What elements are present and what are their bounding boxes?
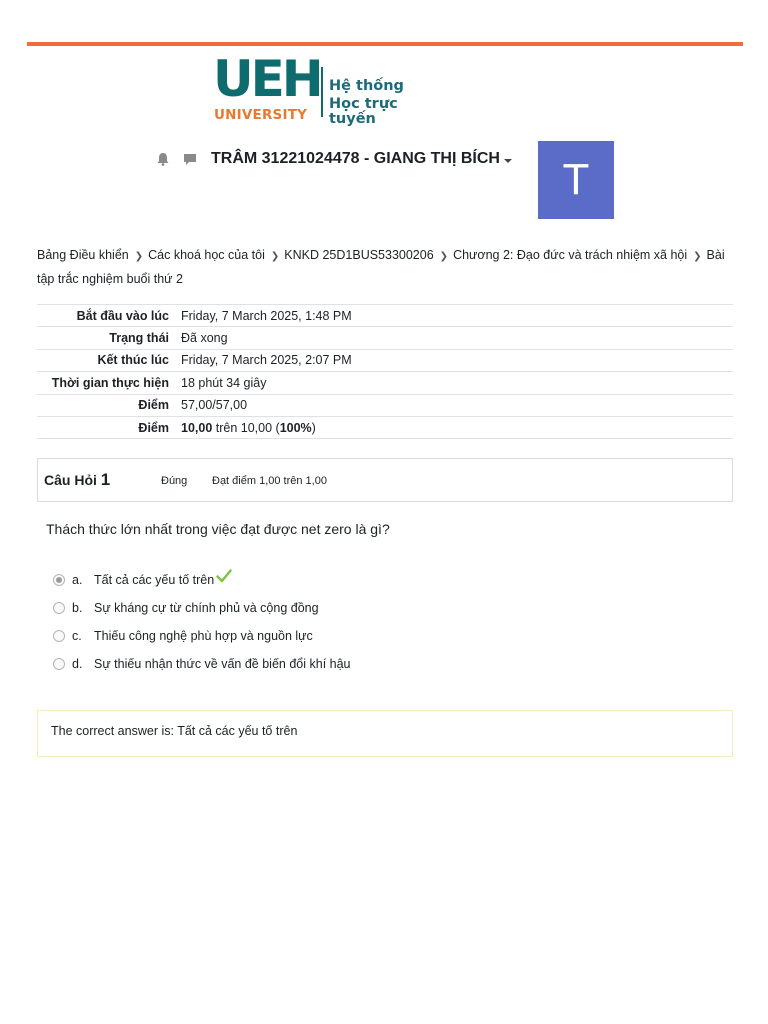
grade-percent: 100% xyxy=(279,420,312,435)
avatar[interactable]: T xyxy=(538,141,614,219)
summary-label: Thời gian thực hiện xyxy=(51,375,169,390)
answer-option-c[interactable] xyxy=(53,622,351,650)
answer-letter: b. xyxy=(72,601,83,615)
answer-text: Sự thiếu nhận thức về vấn đề biến đổi khí hậu xyxy=(94,657,351,671)
summary-label: Trạng thái xyxy=(109,331,169,346)
answer-letter: c. xyxy=(72,629,82,643)
question-info-box xyxy=(37,458,733,502)
grade-value xyxy=(175,416,733,438)
answer-list xyxy=(53,566,351,678)
radio-button[interactable] xyxy=(53,658,65,670)
chevron-right-icon: ❯ xyxy=(439,251,449,262)
chevron-right-icon: ❯ xyxy=(270,251,280,262)
grade-end: ) xyxy=(311,420,316,435)
question-prefix: Câu Hỏi xyxy=(44,472,97,488)
user-menu-row xyxy=(155,148,512,170)
question-number xyxy=(44,470,110,490)
summary-label: Bắt đầu vào lúc xyxy=(76,308,169,323)
notification-bell-icon[interactable] xyxy=(155,151,171,167)
summary-value: Đã xong xyxy=(181,331,228,346)
logo-divider xyxy=(321,67,323,117)
answer-text: Tất cả các yếu tố trên xyxy=(94,573,215,587)
table-row xyxy=(37,305,733,327)
user-name[interactable]: TRÂM 31221024478 - GIANG THỊ BÍCH xyxy=(211,150,500,167)
logo-university-text: UNIVERSITY xyxy=(214,107,308,123)
summary-label: Điểm xyxy=(138,420,169,435)
checkmark-icon xyxy=(216,569,232,586)
chevron-right-icon: ❯ xyxy=(134,251,144,262)
summary-label: Kết thúc lúc xyxy=(97,353,169,368)
table-row xyxy=(37,327,733,349)
message-bubble-icon[interactable] xyxy=(182,151,198,167)
chevron-down-icon[interactable] xyxy=(504,159,512,163)
question-number-value: 1 xyxy=(100,470,111,489)
answer-option-b[interactable] xyxy=(53,594,351,622)
breadcrumb-item-quiz[interactable]: Bài tập trắc nghiệm buổi thứ 2 xyxy=(37,248,725,286)
attempt-summary-table xyxy=(37,304,733,439)
answer-letter: a. xyxy=(72,573,83,587)
breadcrumb-item-course[interactable]: KNKD 25D1BUS53300206 xyxy=(284,248,434,262)
summary-value: 18 phút 34 giây xyxy=(181,375,267,390)
question-grade: Đạt điểm 1,00 trên 1,00 xyxy=(212,475,327,487)
radio-button[interactable] xyxy=(53,602,65,614)
summary-label: Điểm xyxy=(138,398,169,413)
logo-tagline-line2: Học trực tuyến xyxy=(329,96,398,127)
question-text: Thách thức lớn nhất trong việc đạt được net zero là gì? xyxy=(46,521,390,537)
breadcrumb-item-dashboard[interactable]: Bảng Điều khiển xyxy=(37,248,129,262)
breadcrumb-item-chapter[interactable]: Chương 2: Đạo đức và trách nhiệm xã hội xyxy=(453,248,688,262)
table-row xyxy=(37,349,733,371)
answer-text: Sự kháng cự từ chính phủ và cộng đồng xyxy=(94,601,319,615)
grade-middle: trên 10,00 ( xyxy=(212,420,280,435)
chevron-right-icon: ❯ xyxy=(693,251,702,262)
answer-option-d[interactable] xyxy=(53,650,351,678)
summary-value: Friday, 7 March 2025, 2:07 PM xyxy=(181,353,352,368)
answer-letter: d. xyxy=(72,657,83,671)
correct-answer-feedback: The correct answer is: Tất cả các yếu tố trên xyxy=(37,710,733,757)
grade-score: 10,00 xyxy=(181,420,213,435)
answer-text: Thiếu công nghệ phù hợp và nguồn lực xyxy=(94,629,313,643)
breadcrumb xyxy=(37,244,727,290)
logo-ueh-text: UEH xyxy=(213,50,321,108)
ueh-logo[interactable] xyxy=(213,50,443,128)
radio-button[interactable] xyxy=(53,574,65,586)
top-accent-bar xyxy=(27,42,743,46)
summary-value: Friday, 7 March 2025, 1:48 PM xyxy=(181,308,352,323)
breadcrumb-item-my-courses[interactable]: Các khoá học của tôi xyxy=(148,248,265,262)
table-row xyxy=(37,394,733,416)
radio-button[interactable] xyxy=(53,630,65,642)
summary-value: 57,00/57,00 xyxy=(181,398,248,413)
answer-option-a[interactable] xyxy=(53,566,351,594)
table-row xyxy=(37,416,733,438)
table-row xyxy=(37,372,733,394)
question-state: Đúng xyxy=(161,475,188,487)
logo-tagline-line1: Hệ thống xyxy=(329,78,404,94)
